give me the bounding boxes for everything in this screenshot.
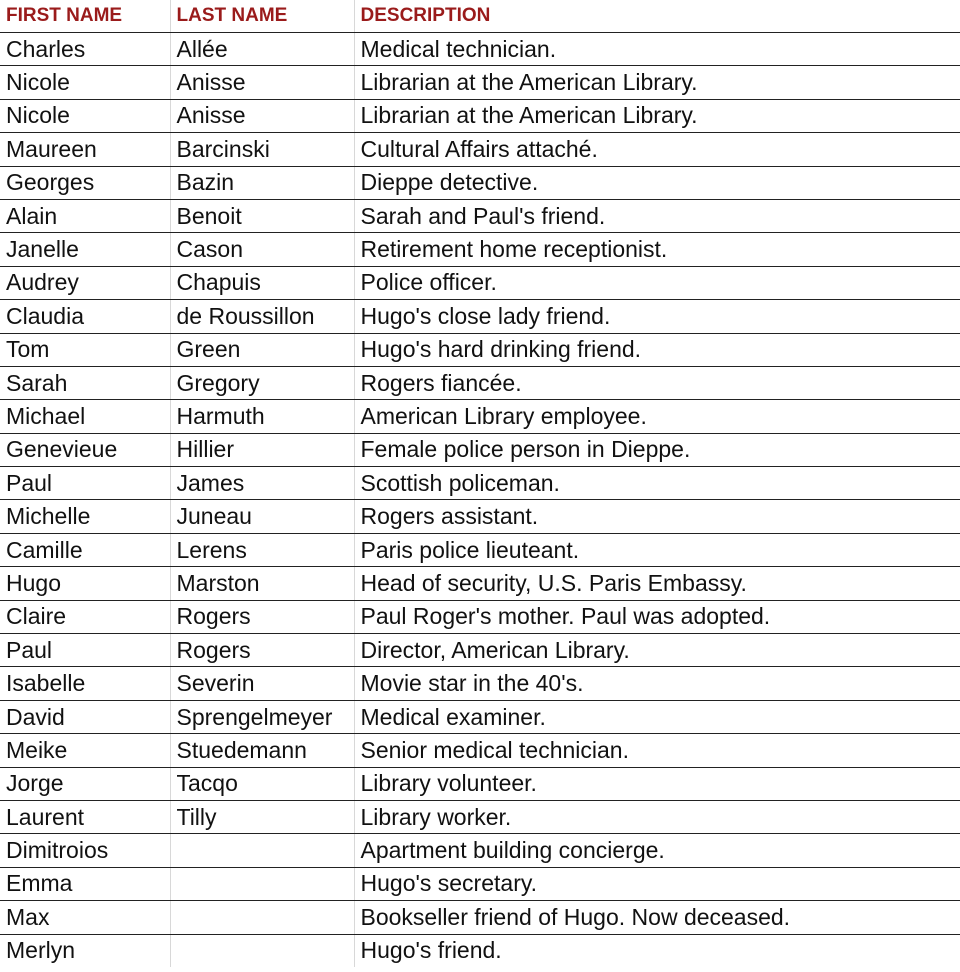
description-cell: Medical examiner. bbox=[354, 700, 960, 733]
last-name-cell: Anisse bbox=[170, 66, 354, 99]
description-cell: Medical technician. bbox=[354, 33, 960, 66]
description-cell: Bookseller friend of Hugo. Now deceased. bbox=[354, 901, 960, 934]
description-cell: Apartment building concierge. bbox=[354, 834, 960, 867]
table-row bbox=[0, 333, 960, 366]
table-row bbox=[0, 166, 960, 199]
first-name-cell: Nicole bbox=[0, 99, 170, 132]
first-name-cell: Michelle bbox=[0, 500, 170, 533]
last-name-cell: Hillier bbox=[170, 433, 354, 466]
table-row bbox=[0, 700, 960, 733]
table-row bbox=[0, 901, 960, 934]
first-name-cell: David bbox=[0, 700, 170, 733]
description-cell: Hugo's friend. bbox=[360, 937, 502, 964]
column-header-first-name: FIRST NAME bbox=[0, 0, 170, 33]
description-cell: Police officer. bbox=[354, 266, 960, 299]
description-cell: Retirement home receptionist. bbox=[354, 233, 960, 266]
table-row bbox=[0, 533, 960, 566]
last-name-cell: Stuedemann bbox=[170, 734, 354, 767]
table-row bbox=[0, 400, 960, 433]
last-name-cell: Marston bbox=[170, 567, 354, 600]
table-row bbox=[0, 667, 960, 700]
description-cell: Cultural Affairs attaché. bbox=[354, 133, 960, 166]
first-name-cell: Claire bbox=[0, 600, 170, 633]
table-row bbox=[0, 366, 960, 399]
first-name-cell: Hugo bbox=[0, 567, 170, 600]
description-cell: Hugo's secretary. bbox=[354, 867, 960, 900]
last-name-cell bbox=[170, 934, 354, 967]
description-cell: Sarah and Paul's friend. bbox=[354, 199, 960, 232]
first-name-cell: Emma bbox=[0, 867, 170, 900]
last-name-cell: Anisse bbox=[170, 99, 354, 132]
last-name-cell bbox=[170, 867, 354, 900]
description-cell: Paris police lieuteant. bbox=[354, 533, 960, 566]
header-row bbox=[0, 0, 960, 33]
last-name-cell: Barcinski bbox=[170, 133, 354, 166]
description-cell: Senior medical technician. bbox=[354, 734, 960, 767]
last-name-cell: Cason bbox=[170, 233, 354, 266]
table-header bbox=[0, 0, 960, 33]
last-name-cell: Benoit bbox=[170, 199, 354, 232]
table-row bbox=[0, 266, 960, 299]
last-name-cell: Lerens bbox=[170, 533, 354, 566]
table-row bbox=[0, 133, 960, 166]
first-name-cell: Georges bbox=[0, 166, 170, 199]
first-name-cell: Sarah bbox=[0, 366, 170, 399]
last-name-cell: Gregory bbox=[170, 366, 354, 399]
table-row bbox=[0, 33, 960, 66]
description-cell: Movie star in the 40's. bbox=[354, 667, 960, 700]
table-row bbox=[0, 934, 960, 967]
last-name-cell: Allée bbox=[170, 33, 354, 66]
last-name-cell: Bazin bbox=[170, 166, 354, 199]
first-name-cell: Camille bbox=[0, 533, 170, 566]
table-row bbox=[0, 567, 960, 600]
description-cell: Hugo's close lady friend. bbox=[354, 300, 960, 333]
description-cell: Director, American Library. bbox=[354, 634, 960, 667]
column-header-description: DESCRIPTION bbox=[354, 0, 960, 33]
table-row bbox=[0, 467, 960, 500]
table-row bbox=[0, 634, 960, 667]
table-row bbox=[0, 767, 960, 800]
table-row bbox=[0, 600, 960, 633]
last-name-cell: Harmuth bbox=[170, 400, 354, 433]
last-name-cell: Rogers bbox=[170, 600, 354, 633]
last-name-cell: Severin bbox=[170, 667, 354, 700]
table-row bbox=[0, 834, 960, 867]
first-name-cell: Paul bbox=[0, 467, 170, 500]
table-row bbox=[0, 500, 960, 533]
description-cell: Librarian at the American Library. bbox=[354, 99, 960, 132]
first-name-cell: Alain bbox=[0, 199, 170, 232]
first-name-cell: Michael bbox=[0, 400, 170, 433]
table-row bbox=[0, 99, 960, 132]
last-name-cell bbox=[170, 834, 354, 867]
last-name-cell bbox=[170, 901, 354, 934]
last-name-cell: Chapuis bbox=[170, 266, 354, 299]
first-name-cell: Tom bbox=[0, 333, 170, 366]
table-body bbox=[0, 33, 960, 967]
table-row bbox=[0, 734, 960, 767]
last-name-cell: James bbox=[170, 467, 354, 500]
description-cell: Hugo's hard drinking friend. bbox=[354, 333, 960, 366]
table-row bbox=[0, 867, 960, 900]
first-name-cell: Charles bbox=[0, 33, 170, 66]
first-name-cell: Meike bbox=[0, 734, 170, 767]
first-name-cell: Isabelle bbox=[0, 667, 170, 700]
last-name-cell: Tacqo bbox=[170, 767, 354, 800]
description-cell: Library worker. bbox=[354, 800, 960, 833]
description-cell: Head of security, U.S. Paris Embassy. bbox=[354, 567, 960, 600]
first-name-cell: Merlyn bbox=[0, 934, 170, 967]
last-name-cell: Rogers bbox=[170, 634, 354, 667]
description-cell: American Library employee. bbox=[354, 400, 960, 433]
description-cell: Female police person in Dieppe. bbox=[354, 433, 960, 466]
description-cell: Dieppe detective. bbox=[354, 166, 960, 199]
first-name-cell: Nicole bbox=[0, 66, 170, 99]
last-name-cell: Tilly bbox=[170, 800, 354, 833]
last-name-cell: Green bbox=[170, 333, 354, 366]
first-name-cell: Jorge bbox=[0, 767, 170, 800]
description-cell: Paul Roger's mother. Paul was adopted. bbox=[354, 600, 960, 633]
description-cell: Rogers fiancée. bbox=[354, 366, 960, 399]
column-header-last-name: LAST NAME bbox=[170, 0, 354, 33]
first-name-cell: Genevieue bbox=[0, 433, 170, 466]
table-row bbox=[0, 66, 960, 99]
description-cell: Librarian at the American Library. bbox=[354, 66, 960, 99]
last-name-cell: de Roussillon bbox=[170, 300, 354, 333]
description-cell: Library volunteer. bbox=[354, 767, 960, 800]
last-name-cell: Sprengelmeyer bbox=[170, 700, 354, 733]
description-cell: Scottish policeman. bbox=[354, 467, 960, 500]
first-name-cell: Claudia bbox=[0, 300, 170, 333]
table-row bbox=[0, 800, 960, 833]
first-name-cell: Dimitroios bbox=[0, 834, 170, 867]
first-name-cell: Audrey bbox=[0, 266, 170, 299]
first-name-cell: Janelle bbox=[0, 233, 170, 266]
table-row bbox=[0, 433, 960, 466]
first-name-cell: Laurent bbox=[0, 800, 170, 833]
table-row bbox=[0, 199, 960, 232]
description-cell: Rogers assistant. bbox=[354, 500, 960, 533]
last-name-cell: Juneau bbox=[170, 500, 354, 533]
first-name-cell: Paul bbox=[0, 634, 170, 667]
table-row bbox=[0, 300, 960, 333]
first-name-cell: Max bbox=[0, 901, 170, 934]
table-row bbox=[0, 233, 960, 266]
first-name-cell: Maureen bbox=[0, 133, 170, 166]
